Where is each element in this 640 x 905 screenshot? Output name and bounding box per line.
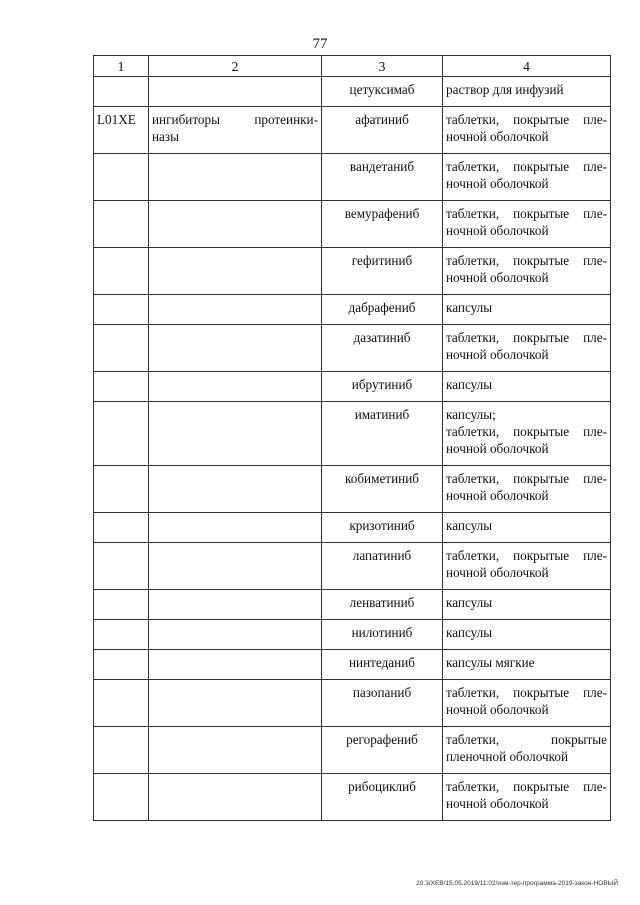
table-row [94, 650, 611, 680]
pharmacological-group-cell [149, 201, 322, 248]
drug-name-cell: регорафениб [322, 727, 443, 774]
table-row [94, 727, 611, 774]
atc-code-cell [94, 154, 149, 201]
text-line: таблетки, покрытые пле- [446, 779, 607, 794]
atc-code-cell [94, 543, 149, 590]
text-line: таблетки, покрытые пле- [446, 548, 607, 563]
pharmacological-group-cell [149, 680, 322, 727]
text-line: ингибиторы протеинки- [152, 112, 318, 127]
dosage-form-cell [443, 154, 611, 201]
dosage-form-cell [443, 543, 611, 590]
column-header-4: 4 [443, 56, 611, 77]
text-line: капсулы; [446, 407, 496, 422]
drug-name-cell: вандетаниб [322, 154, 443, 201]
atc-code-cell [94, 774, 149, 821]
atc-code-cell [94, 248, 149, 295]
pharmacological-group-cell [149, 325, 322, 372]
text-line: ночной оболочкой [446, 441, 549, 456]
text-line: таблетки, покрытые пле- [446, 206, 607, 221]
text-line: таблетки, покрытые пле- [446, 330, 607, 345]
dosage-form-cell [443, 466, 611, 513]
text-line: назы [152, 129, 179, 144]
text-line: таблетки, покрытые [446, 732, 607, 747]
drug-name-cell: лапатиниб [322, 543, 443, 590]
text-line: таблетки, покрытые пле- [446, 159, 607, 174]
dosage-form-cell: капсулы мягкие [443, 650, 611, 680]
pharmacological-group-cell [149, 154, 322, 201]
text-line: ночной оболочкой [446, 702, 549, 717]
atc-code-cell [94, 590, 149, 620]
table-body [94, 77, 611, 821]
pharmacological-group-cell [149, 466, 322, 513]
atc-code-cell [94, 402, 149, 466]
table-row [94, 107, 611, 154]
pharmacological-group-cell [149, 372, 322, 402]
drug-name-cell: ибрутиниб [322, 372, 443, 402]
drug-table [93, 55, 611, 821]
drug-name-cell: дабрафениб [322, 295, 443, 325]
dosage-form-cell [443, 774, 611, 821]
pharmacological-group-cell [149, 590, 322, 620]
table-row [94, 466, 611, 513]
text-line: ночной оболочкой [446, 223, 549, 238]
table-row [94, 543, 611, 590]
table-row [94, 248, 611, 295]
drug-name-cell: иматиниб [322, 402, 443, 466]
dosage-form-cell [443, 325, 611, 372]
table-row [94, 295, 611, 325]
drug-name-cell: афатиниб [322, 107, 443, 154]
dosage-form-cell [443, 248, 611, 295]
dosage-form-cell [443, 107, 611, 154]
text-line: таблетки, покрытые пле- [446, 471, 607, 486]
pharmacological-group-cell [149, 727, 322, 774]
table-row [94, 774, 611, 821]
table-row [94, 620, 611, 650]
table-row [94, 201, 611, 248]
drug-name-cell: гефитиниб [322, 248, 443, 295]
atc-code-cell [94, 201, 149, 248]
pharmacological-group-cell [149, 774, 322, 821]
text-line: ночной оболочкой [446, 796, 549, 811]
drug-name-cell: вемурафениб [322, 201, 443, 248]
atc-code-cell [94, 727, 149, 774]
atc-code-cell [94, 466, 149, 513]
text-line: таблетки, покрытые пле- [446, 424, 607, 439]
drug-name-cell: пазопаниб [322, 680, 443, 727]
dosage-form-cell [443, 201, 611, 248]
drug-name-cell: рибоциклиб [322, 774, 443, 821]
atc-code-cell [94, 620, 149, 650]
table-row [94, 680, 611, 727]
atc-code-cell [94, 325, 149, 372]
column-header-3: 3 [322, 56, 443, 77]
text-line: ночной оболочкой [446, 176, 549, 191]
text-line: ночной оболочкой [446, 129, 549, 144]
drug-name-cell: ленватиниб [322, 590, 443, 620]
text-line: ночной оболочкой [446, 347, 549, 362]
table-row [94, 325, 611, 372]
page-number: 77 [312, 36, 328, 52]
dosage-form-cell [443, 680, 611, 727]
pharmacological-group-cell [149, 650, 322, 680]
text-line: ночной оболочкой [446, 565, 549, 580]
pharmacological-group-cell [149, 620, 322, 650]
drug-name-cell: дазатиниб [322, 325, 443, 372]
table-row [94, 590, 611, 620]
text-line: таблетки, покрытые пле- [446, 112, 607, 127]
dosage-form-cell [443, 727, 611, 774]
atc-code-cell [94, 513, 149, 543]
table-row [94, 402, 611, 466]
atc-code-cell [94, 680, 149, 727]
drug-name-cell: кризотиниб [322, 513, 443, 543]
table-row [94, 77, 611, 107]
column-header-1: 1 [94, 56, 149, 77]
dosage-form-cell: капсулы [443, 620, 611, 650]
atc-code-cell [94, 77, 149, 107]
drug-name-cell: нилотиниб [322, 620, 443, 650]
column-header-2: 2 [149, 56, 322, 77]
atc-code-cell [94, 650, 149, 680]
dosage-form-cell: капсулы [443, 372, 611, 402]
dosage-form-cell: капсулы [443, 590, 611, 620]
table-header-row [94, 56, 611, 77]
text-line: таблетки, покрытые пле- [446, 685, 607, 700]
pharmacological-group-cell [149, 248, 322, 295]
pharmacological-group-cell [149, 402, 322, 466]
document-footer: 20.3/ХЕВ/15.05.2019/11:02/изм-тер-программа-2019-закон-НОВЫЙ [416, 880, 618, 887]
table-row [94, 154, 611, 201]
pharmacological-group-cell [149, 543, 322, 590]
drug-name-cell: нинтеданиб [322, 650, 443, 680]
dosage-form-cell [443, 402, 611, 466]
table-row [94, 372, 611, 402]
pharmacological-group-cell [149, 107, 322, 154]
dosage-form-cell: капсулы [443, 295, 611, 325]
atc-code-cell [94, 372, 149, 402]
atc-code-cell [94, 295, 149, 325]
dosage-form-cell: раствор для инфузий [443, 77, 611, 107]
table-row [94, 513, 611, 543]
text-line: ночной оболочкой [446, 270, 549, 285]
dosage-form-cell: капсулы [443, 513, 611, 543]
drug-name-cell: цетуксимаб [322, 77, 443, 107]
pharmacological-group-cell [149, 77, 322, 107]
text-line: ночной оболочкой [446, 488, 549, 503]
text-line: таблетки, покрытые пле- [446, 253, 607, 268]
pharmacological-group-cell [149, 513, 322, 543]
drug-name-cell: кобиметиниб [322, 466, 443, 513]
pharmacological-group-cell [149, 295, 322, 325]
atc-code-cell: L01XE [94, 107, 149, 154]
text-line: пленочной оболочкой [446, 749, 569, 764]
